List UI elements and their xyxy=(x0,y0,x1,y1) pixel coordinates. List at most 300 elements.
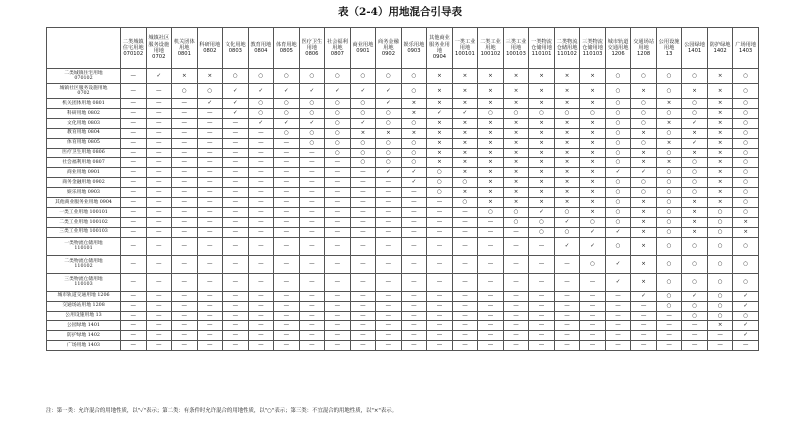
table-cell: — xyxy=(146,84,172,99)
table-cell: ✓ xyxy=(733,301,759,311)
table-cell: — xyxy=(146,217,172,227)
table-cell: × xyxy=(580,84,606,99)
table-cell: ✓ xyxy=(223,84,249,99)
column-header: 三类工业用地 100103 xyxy=(503,28,529,69)
table-cell: × xyxy=(580,99,606,109)
table-cell: — xyxy=(248,178,274,188)
table-cell: ○ xyxy=(580,255,606,273)
table-cell: — xyxy=(248,128,274,138)
table-cell: ○ xyxy=(656,108,682,118)
row-label: 文化用地 0803 xyxy=(47,118,121,128)
table-cell: × xyxy=(631,217,657,227)
table-cell: × xyxy=(554,168,580,178)
table-cell: — xyxy=(223,217,249,227)
table-cell: — xyxy=(248,273,274,291)
table-cell: ○ xyxy=(733,99,759,109)
table-cell: — xyxy=(172,321,198,331)
table-cell: — xyxy=(325,301,351,311)
column-header: 社会福利用地 0807 xyxy=(325,28,351,69)
table-cell: — xyxy=(656,311,682,321)
table-cell: — xyxy=(274,188,300,198)
table-cell: ○ xyxy=(682,188,708,198)
table-cell: ○ xyxy=(733,198,759,208)
table-row xyxy=(47,321,759,331)
table-cell: ✓ xyxy=(631,291,657,301)
table-cell: ○ xyxy=(707,255,733,273)
table-row xyxy=(47,148,759,158)
table-cell: ○ xyxy=(325,148,351,158)
table-cell: × xyxy=(707,168,733,178)
table-cell: — xyxy=(146,255,172,273)
table-cell: — xyxy=(197,178,223,188)
table-row xyxy=(47,188,759,198)
table-cell: ○ xyxy=(223,69,249,84)
table-cell: — xyxy=(376,273,402,291)
table-cell: × xyxy=(503,158,529,168)
row-label: 一类工业用地 100101 xyxy=(47,207,121,217)
table-cell: ○ xyxy=(733,273,759,291)
table-cell: — xyxy=(529,237,555,255)
table-cell: — xyxy=(146,273,172,291)
table-cell: — xyxy=(146,118,172,128)
table-cell: ○ xyxy=(656,69,682,84)
table-cell: ○ xyxy=(733,118,759,128)
table-cell: × xyxy=(707,99,733,109)
table-cell: ✓ xyxy=(554,237,580,255)
column-header: 交通场站用地 1208 xyxy=(631,28,657,69)
table-cell: — xyxy=(503,237,529,255)
table-cell: — xyxy=(401,217,427,227)
table-cell: × xyxy=(707,84,733,99)
table-cell: ○ xyxy=(656,168,682,178)
row-label: 三类工业用地 100103 xyxy=(47,227,121,237)
column-header: 一类工业用地 100101 xyxy=(452,28,478,69)
table-cell: — xyxy=(121,84,147,99)
table-cell: × xyxy=(503,168,529,178)
table-cell: × xyxy=(682,148,708,158)
table-cell: — xyxy=(223,138,249,148)
table-cell: ✓ xyxy=(605,168,631,178)
table-cell: ✓ xyxy=(223,99,249,109)
table-cell: ○ xyxy=(580,217,606,227)
row-label: 公园绿地 1401 xyxy=(47,321,121,331)
table-cell: ○ xyxy=(656,148,682,158)
table-cell: ○ xyxy=(554,207,580,217)
table-cell: — xyxy=(325,207,351,217)
table-cell: × xyxy=(427,138,453,148)
table-cell: ○ xyxy=(682,311,708,321)
table-cell: ○ xyxy=(682,273,708,291)
table-cell: — xyxy=(146,148,172,158)
table-cell: × xyxy=(733,217,759,227)
table-cell: — xyxy=(376,188,402,198)
table-cell: — xyxy=(121,138,147,148)
table-cell: ○ xyxy=(682,255,708,273)
table-cell: ○ xyxy=(656,273,682,291)
table-cell: ○ xyxy=(605,237,631,255)
table-cell: ○ xyxy=(274,69,300,84)
table-cell: ○ xyxy=(733,311,759,321)
table-cell: ○ xyxy=(707,207,733,217)
table-cell: ✓ xyxy=(554,217,580,227)
table-cell: ○ xyxy=(631,138,657,148)
column-header: 二类工业用地 100102 xyxy=(478,28,504,69)
table-cell: — xyxy=(376,341,402,351)
table-row xyxy=(47,311,759,321)
table-cell: × xyxy=(401,128,427,138)
table-cell: ○ xyxy=(733,158,759,168)
table-cell: — xyxy=(197,255,223,273)
table-cell: ○ xyxy=(325,128,351,138)
table-cell: — xyxy=(605,321,631,331)
column-header: 公用设施用地 13 xyxy=(656,28,682,69)
table-cell: ○ xyxy=(682,99,708,109)
table-cell: × xyxy=(554,138,580,148)
table-cell: — xyxy=(554,255,580,273)
table-row xyxy=(47,108,759,118)
table-cell: — xyxy=(274,331,300,341)
table-cell: — xyxy=(452,207,478,217)
table-cell: — xyxy=(452,331,478,341)
table-cell: ○ xyxy=(605,118,631,128)
table-cell: × xyxy=(682,217,708,227)
table-cell: — xyxy=(299,321,325,331)
table-cell: ○ xyxy=(248,69,274,84)
row-label: 其他商业服务业用地 0904 xyxy=(47,198,121,208)
table-cell: ✓ xyxy=(427,108,453,118)
table-cell: — xyxy=(529,273,555,291)
table-cell: ○ xyxy=(401,118,427,128)
table-cell: — xyxy=(325,158,351,168)
table-cell: ✓ xyxy=(274,84,300,99)
table-cell: — xyxy=(376,227,402,237)
table-cell: — xyxy=(325,331,351,341)
table-row xyxy=(47,291,759,301)
table-cell: ○ xyxy=(503,108,529,118)
table-cell: ○ xyxy=(656,207,682,217)
table-cell: — xyxy=(350,237,376,255)
table-cell: × xyxy=(580,168,606,178)
table-cell: ○ xyxy=(733,138,759,148)
table-cell: — xyxy=(503,341,529,351)
table-cell: — xyxy=(197,321,223,331)
table-cell: — xyxy=(452,321,478,331)
table-cell: × xyxy=(733,227,759,237)
table-cell: ✓ xyxy=(350,84,376,99)
table-cell: — xyxy=(554,341,580,351)
table-cell: — xyxy=(172,178,198,188)
table-cell: — xyxy=(707,331,733,341)
table-cell: × xyxy=(682,128,708,138)
table-cell: — xyxy=(503,321,529,331)
table-cell: × xyxy=(478,128,504,138)
table-cell: × xyxy=(580,178,606,188)
table-cell: — xyxy=(350,217,376,227)
table-cell: — xyxy=(197,227,223,237)
table-cell: — xyxy=(299,168,325,178)
table-cell: — xyxy=(554,321,580,331)
column-header: 教育用地 0804 xyxy=(248,28,274,69)
table-cell: — xyxy=(248,158,274,168)
table-cell: — xyxy=(146,321,172,331)
table-cell: ✓ xyxy=(401,178,427,188)
table-cell: — xyxy=(223,321,249,331)
table-cell: ○ xyxy=(529,108,555,118)
table-cell: ○ xyxy=(707,301,733,311)
table-cell: × xyxy=(631,198,657,208)
table-cell: × xyxy=(503,99,529,109)
table-cell: ✓ xyxy=(299,118,325,128)
row-label: 城镇社区服务设施用地 0702 xyxy=(47,84,121,99)
table-cell: ✓ xyxy=(605,273,631,291)
table-cell: — xyxy=(248,321,274,331)
table-cell: — xyxy=(376,321,402,331)
table-cell: × xyxy=(631,227,657,237)
table-cell: — xyxy=(529,311,555,321)
table-cell: ○ xyxy=(172,84,198,99)
table-cell: — xyxy=(197,311,223,321)
table-cell: × xyxy=(503,178,529,188)
table-cell: × xyxy=(427,148,453,158)
table-cell: ○ xyxy=(452,198,478,208)
table-cell: — xyxy=(121,273,147,291)
table-cell: — xyxy=(274,227,300,237)
table-cell: × xyxy=(452,99,478,109)
table-cell: ○ xyxy=(656,237,682,255)
table-cell: — xyxy=(478,301,504,311)
table-cell: — xyxy=(452,273,478,291)
table-cell: × xyxy=(682,198,708,208)
table-cell: — xyxy=(427,217,453,227)
table-cell: — xyxy=(121,207,147,217)
table-cell: — xyxy=(172,99,198,109)
table-cell: ✓ xyxy=(146,69,172,84)
table-cell: — xyxy=(503,291,529,301)
table-cell: — xyxy=(325,273,351,291)
table-cell: × xyxy=(478,69,504,84)
table-row xyxy=(47,128,759,138)
table-cell: ✓ xyxy=(325,84,351,99)
column-header: 科研用地 0802 xyxy=(197,28,223,69)
table-cell: ○ xyxy=(580,108,606,118)
table-cell: ○ xyxy=(325,69,351,84)
table-cell: — xyxy=(325,237,351,255)
table-cell: — xyxy=(274,207,300,217)
table-cell: — xyxy=(197,128,223,138)
table-cell: ○ xyxy=(452,178,478,188)
table-cell: ○ xyxy=(376,69,402,84)
table-cell: — xyxy=(401,321,427,331)
table-cell: — xyxy=(172,331,198,341)
table-cell: — xyxy=(172,227,198,237)
table-cell: ○ xyxy=(656,84,682,99)
table-cell: — xyxy=(248,331,274,341)
table-cell: ○ xyxy=(503,217,529,227)
table-cell: ○ xyxy=(707,291,733,301)
table-cell: — xyxy=(478,227,504,237)
table-cell: — xyxy=(197,341,223,351)
table-row xyxy=(47,237,759,255)
table-cell: — xyxy=(223,227,249,237)
table-cell: — xyxy=(503,331,529,341)
table-cell: — xyxy=(401,188,427,198)
table-cell: — xyxy=(197,168,223,178)
table-cell: — xyxy=(274,158,300,168)
table-cell: — xyxy=(299,198,325,208)
table-cell: — xyxy=(631,301,657,311)
table-cell: ○ xyxy=(274,108,300,118)
table-cell: ○ xyxy=(554,227,580,237)
table-cell: — xyxy=(274,178,300,188)
table-cell: — xyxy=(325,311,351,321)
column-header: 机关团体用地 0801 xyxy=(172,28,198,69)
table-cell: × xyxy=(529,198,555,208)
footnote: 注：第一类：允许混合的用地性质，以"✓"表示；第二类：有条件时允许混合的用地性质，以"○"表示；第三类：不宜混合的用地性质，以"×"表示。 xyxy=(46,408,398,414)
column-header: 广场用地 1403 xyxy=(733,28,759,69)
table-cell: ✓ xyxy=(248,118,274,128)
table-cell: — xyxy=(631,321,657,331)
table-cell: ✓ xyxy=(733,321,759,331)
table-cell: ○ xyxy=(299,138,325,148)
table-cell: ○ xyxy=(631,188,657,198)
table-cell: × xyxy=(554,158,580,168)
table-cell: — xyxy=(656,331,682,341)
column-header: 医疗卫生用地 0806 xyxy=(299,28,325,69)
table-cell: × xyxy=(503,128,529,138)
column-header: 二类城镇住宅用地 070102 xyxy=(121,28,147,69)
table-cell: ✓ xyxy=(682,291,708,301)
table-cell: × xyxy=(707,108,733,118)
table-cell: — xyxy=(503,273,529,291)
table-cell: — xyxy=(401,291,427,301)
table-cell: × xyxy=(478,138,504,148)
table-cell: × xyxy=(631,148,657,158)
table-cell: — xyxy=(121,198,147,208)
row-label: 交通场站用地 1208 xyxy=(47,301,121,311)
table-cell: — xyxy=(172,118,198,128)
table-cell: ○ xyxy=(733,168,759,178)
table-cell: — xyxy=(529,321,555,331)
table-cell: — xyxy=(121,321,147,331)
table-cell: ○ xyxy=(656,227,682,237)
table-cell: ○ xyxy=(733,69,759,84)
table-cell: × xyxy=(376,128,402,138)
table-cell: × xyxy=(707,69,733,84)
table-cell: × xyxy=(631,273,657,291)
table-cell: — xyxy=(376,207,402,217)
table-cell: ✓ xyxy=(376,168,402,178)
table-cell: ○ xyxy=(707,217,733,227)
table-cell: — xyxy=(376,237,402,255)
table-cell: — xyxy=(274,168,300,178)
table-cell: × xyxy=(554,188,580,198)
table-cell: — xyxy=(427,255,453,273)
table-cell: — xyxy=(121,341,147,351)
table-cell: ○ xyxy=(605,108,631,118)
table-cell: ✓ xyxy=(376,99,402,109)
table-cell: × xyxy=(427,118,453,128)
table-cell: — xyxy=(197,198,223,208)
table-cell: — xyxy=(325,217,351,227)
table-cell: — xyxy=(172,291,198,301)
table-cell: ○ xyxy=(605,198,631,208)
table-cell: ○ xyxy=(631,178,657,188)
table-cell: ○ xyxy=(733,108,759,118)
table-cell: ○ xyxy=(682,158,708,168)
table-cell: × xyxy=(197,69,223,84)
table-cell: — xyxy=(452,301,478,311)
table-cell: ○ xyxy=(682,168,708,178)
header-corner-cell xyxy=(47,28,121,69)
table-cell: — xyxy=(350,227,376,237)
table-cell: — xyxy=(503,227,529,237)
table-cell: — xyxy=(274,237,300,255)
table-cell: — xyxy=(248,168,274,178)
table-cell: — xyxy=(682,321,708,331)
table-cell: — xyxy=(248,207,274,217)
table-cell: — xyxy=(146,341,172,351)
table-cell: × xyxy=(580,69,606,84)
table-cell: — xyxy=(427,227,453,237)
table-cell: ○ xyxy=(682,69,708,84)
table-row xyxy=(47,255,759,273)
table-cell: — xyxy=(121,227,147,237)
table-cell: × xyxy=(401,99,427,109)
table-cell: — xyxy=(121,255,147,273)
table-cell: × xyxy=(427,99,453,109)
table-cell: ○ xyxy=(350,108,376,118)
table-cell: × xyxy=(529,69,555,84)
row-label: 社会福利用地 0807 xyxy=(47,158,121,168)
table-cell: — xyxy=(376,217,402,227)
table-cell: × xyxy=(478,118,504,128)
table-cell: × xyxy=(478,188,504,198)
table-cell: — xyxy=(299,148,325,158)
table-cell: — xyxy=(427,207,453,217)
table-cell: × xyxy=(427,84,453,99)
table-cell: — xyxy=(554,291,580,301)
table-cell: × xyxy=(580,188,606,198)
table-cell: — xyxy=(299,188,325,198)
table-cell: ○ xyxy=(554,108,580,118)
table-cell: — xyxy=(223,237,249,255)
table-cell: — xyxy=(350,168,376,178)
table-cell: × xyxy=(554,178,580,188)
table-cell: — xyxy=(223,128,249,138)
table-cell: × xyxy=(478,198,504,208)
table-cell: × xyxy=(631,128,657,138)
table-cell: ○ xyxy=(350,69,376,84)
table-cell: — xyxy=(197,237,223,255)
table-cell: — xyxy=(299,331,325,341)
table-cell: — xyxy=(121,188,147,198)
table-cell: × xyxy=(503,198,529,208)
table-cell: ○ xyxy=(248,108,274,118)
table-cell: — xyxy=(325,291,351,301)
table-cell: — xyxy=(121,168,147,178)
table-row xyxy=(47,273,759,291)
row-label: 防护绿地 1402 xyxy=(47,331,121,341)
table-cell: ○ xyxy=(325,108,351,118)
table-cell: ○ xyxy=(682,237,708,255)
table-cell: — xyxy=(605,291,631,301)
table-cell: — xyxy=(299,237,325,255)
table-cell: ✓ xyxy=(274,118,300,128)
table-cell: — xyxy=(478,255,504,273)
table-cell: — xyxy=(452,291,478,301)
table-cell: — xyxy=(248,237,274,255)
table-cell: ○ xyxy=(605,99,631,109)
